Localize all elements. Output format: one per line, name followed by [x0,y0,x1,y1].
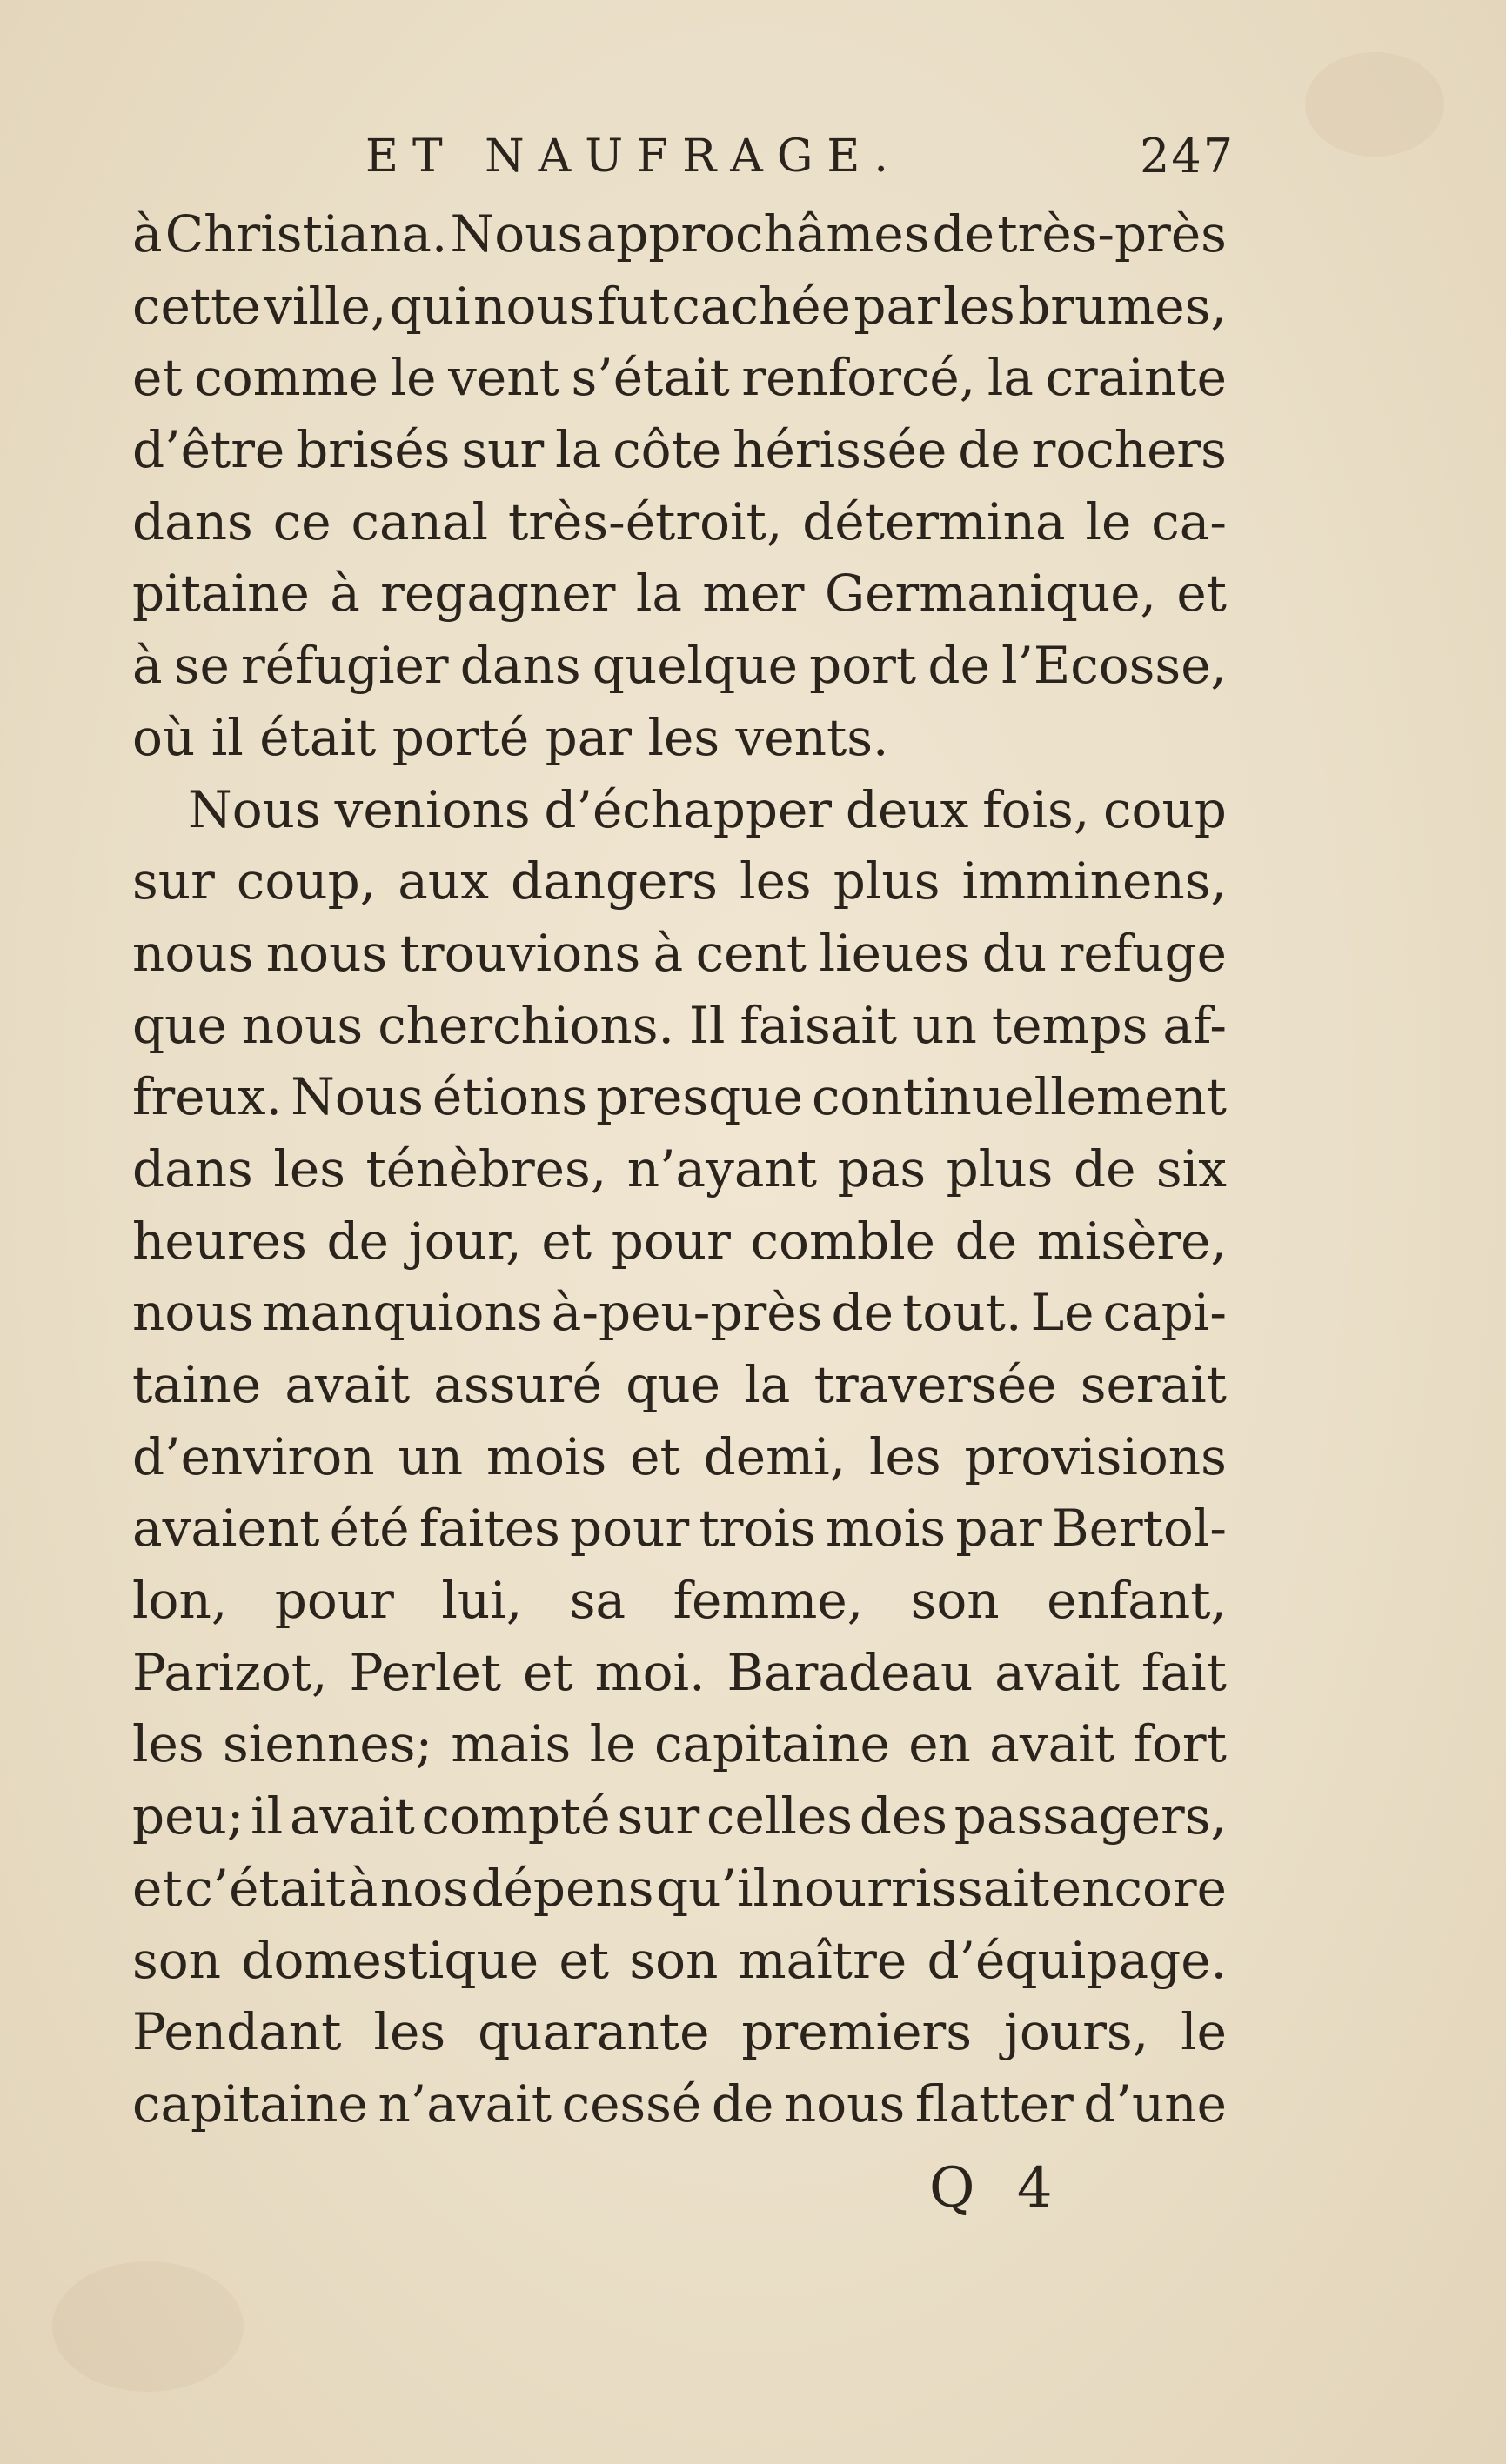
word: aux [398,851,489,911]
word: nous [132,1283,254,1343]
word: le [1181,2002,1227,2062]
word: Le [1030,1283,1094,1343]
word: assuré [433,1355,602,1414]
word: Nous [291,1067,424,1127]
word: l’Ecosse, [1001,636,1227,696]
word: Il [688,995,726,1055]
word: la [987,348,1034,408]
word: de [326,1211,389,1271]
word: et [1176,564,1227,624]
word: temps [991,995,1148,1055]
text-line [132,774,1227,846]
word: lon, [132,1571,228,1631]
word: peu; [132,1786,244,1846]
text-line [132,1205,1227,1278]
word: les [740,851,812,911]
word: venions [334,779,531,839]
text-line [132,1780,1227,1853]
text-line [132,1492,1227,1565]
word: regagner [380,564,616,624]
word: c’était [184,1858,346,1918]
word: trouvions [399,923,641,983]
word: enfant, [1047,1571,1227,1631]
text-line [132,1925,1227,1997]
word: taine [132,1355,262,1414]
word: manquions [262,1283,543,1343]
word: d’une [1083,2073,1227,2133]
word: af- [1162,995,1227,1055]
word: à [653,923,684,983]
word: n’avait [378,2073,552,2133]
word: Bertol- [1051,1499,1227,1559]
text-line [132,630,1227,702]
text-line [132,1853,1227,1925]
text-line [132,1349,1227,1421]
word: les [868,1426,941,1486]
word: plus [833,851,940,911]
word: fut [597,276,670,336]
word: un [912,995,977,1055]
text-line [132,1565,1227,1637]
word: encore [1051,1858,1227,1918]
word: presque [596,1067,803,1127]
word: comble [750,1211,935,1271]
word: traversée [813,1355,1057,1414]
text-line [132,1133,1227,1205]
word: très-près [997,204,1227,264]
word: avait [994,1642,1121,1702]
word: canal [351,491,489,551]
word: son [629,1930,719,1990]
word: les [273,1139,345,1199]
word: avait [989,1714,1115,1774]
word: qui [389,276,471,336]
word: pour [570,1499,690,1559]
text-line [132,414,1227,486]
word: et [541,1211,592,1271]
word: brisés [296,420,451,480]
word: cent [695,923,807,983]
word: refuge [1059,923,1227,983]
word: dans [132,491,253,551]
word: Nous [450,204,584,264]
word: par [853,276,940,336]
text-line [132,270,1227,343]
word: coup [1103,779,1227,839]
text-line [132,1061,1227,1133]
word: par [955,1499,1042,1559]
word: Christiana. [164,204,448,264]
word: cachée [672,276,851,336]
word: dépens [471,1858,654,1918]
word: d’être [132,420,285,480]
word: nous [473,276,595,336]
word: que [132,995,227,1055]
word: passagers, [954,1786,1227,1846]
text-line [132,1708,1227,1780]
word: très-étroit, [508,491,783,551]
word: la [635,564,682,624]
word: ce [272,491,331,551]
signature-mark: Q 4 [929,2156,1065,2220]
word: femme, [673,1571,864,1631]
word: avait [289,1786,415,1846]
word: continuellement [811,1067,1227,1127]
word: coup, [236,851,377,911]
word: capitaine [132,2073,368,2133]
word: des [859,1786,948,1846]
word: détermina [802,491,1066,551]
word: de [927,636,990,696]
word: dans [132,1139,253,1199]
text-line [132,1421,1227,1493]
word: réfugier [241,636,449,696]
word: tout. [902,1283,1022,1343]
page-number: 247 [1140,129,1235,184]
word: mois [486,1426,607,1486]
word: Nous [188,779,321,839]
word: celles [706,1786,853,1846]
word: que [626,1355,720,1414]
word: nourrissait [771,1858,1050,1918]
word: le [589,1714,636,1774]
word: pas [837,1139,927,1199]
word: hérissée [733,420,947,480]
word: de [932,204,995,264]
word: un [398,1426,464,1486]
word: provisions [964,1426,1227,1486]
word: imminens, [961,851,1227,911]
word: premiers [741,2002,972,2062]
word: trois [699,1499,816,1559]
word: domestique [241,1930,539,1990]
word: nous [241,995,364,1055]
word: n’ayant [626,1139,818,1199]
word: il [251,1786,284,1846]
word: d’équipage. [927,1930,1227,1990]
word: lieues [819,923,970,983]
text-line [132,486,1227,558]
word: et [132,1858,183,1918]
word: Baradeau [726,1642,974,1702]
word: crainte [1045,348,1227,408]
word: et [523,1642,573,1702]
word: qu’il [656,1858,770,1918]
word: d’échapper [544,779,833,839]
word: vent [448,348,559,408]
text-line: où il était porté par les vents. [132,707,889,767]
word: s’était [571,348,730,408]
word: jours, [1003,2002,1149,2062]
text-line [132,990,1227,1062]
word: sur [461,420,545,480]
word: ville, [264,276,387,336]
word: fort [1133,1714,1227,1774]
word: Perlet [349,1642,502,1702]
word: quarante [478,2002,710,2062]
word: pour [611,1211,731,1271]
word: nos [379,1858,469,1918]
text-line [132,918,1227,990]
word: les [943,276,1015,336]
word: de [831,1283,894,1343]
word: deux [845,779,969,839]
word: sur [617,1786,700,1846]
word: compté [421,1786,611,1846]
word: mois [825,1499,947,1559]
word: la [555,420,602,480]
word: fait [1141,1642,1227,1702]
word: dangers [510,851,718,911]
word: avaient [132,1499,320,1559]
word: capi- [1102,1283,1227,1343]
word: jour, [408,1211,522,1271]
word: sa [569,1571,626,1631]
word: lui, [441,1571,523,1631]
word: d’environ [132,1426,375,1486]
word: avait [284,1355,411,1414]
word: fois, [982,779,1090,839]
word: de [958,420,1021,480]
word: les [373,2002,446,2062]
word: cette [132,276,261,336]
word: la [744,1355,791,1414]
word: maître [738,1930,907,1990]
word: été [329,1499,410,1559]
word: se [173,636,230,696]
word: pour [274,1571,394,1631]
word: six [1155,1139,1227,1199]
word: misère, [1036,1211,1227,1271]
word: du [981,923,1048,983]
word: et [630,1426,680,1486]
word: mer [702,564,805,624]
word: cherchions. [378,995,674,1055]
word: son [132,1930,222,1990]
word: Pendant [132,2002,342,2062]
text-line [132,1996,1227,2068]
word: port [809,636,917,696]
word: à [132,636,163,696]
word: capitaine [653,1714,890,1774]
word: nous [265,923,388,983]
word: mais [451,1714,572,1774]
word: plus [946,1139,1054,1199]
body-text [132,198,1227,2140]
word: et [132,348,183,408]
word: nous [132,923,254,983]
word: ca- [1151,491,1227,551]
word: à [347,1858,378,1918]
text-line [132,2068,1227,2140]
word: pitaine [132,564,310,624]
word: demi, [703,1426,847,1486]
word: et [559,1930,610,1990]
word: à [132,204,163,264]
word: de [954,1211,1018,1271]
running-title: ET NAUFRAGE. [365,130,902,183]
word: à-peu-près [551,1283,823,1343]
text-line [132,1277,1227,1349]
word: heures [132,1211,307,1271]
word: renforcé, [741,348,976,408]
word: moi. [594,1642,706,1702]
word: sur [132,851,215,911]
word: flatter [914,2073,1074,2133]
word: dans [459,636,581,696]
paper-stain [1305,52,1444,157]
word: approchâmes [586,204,930,264]
word: de [1073,1139,1136,1199]
word: faites [418,1499,560,1559]
text-line [132,845,1227,918]
word: quelque [592,636,798,696]
word: en [908,1714,971,1774]
word: à [330,564,360,624]
word: les [132,1714,204,1774]
paper-stain [52,2261,244,2392]
word: rochers [1031,420,1227,480]
word: cessé [561,2073,702,2133]
word: son [910,1571,1000,1631]
word: le [390,348,437,408]
word: Parizot, [132,1642,328,1702]
text-line [132,558,1227,630]
text-line [132,342,1227,414]
word: comme [194,348,378,408]
word: Germanique, [824,564,1156,624]
word: nous [783,2073,906,2133]
word: ténèbres, [365,1139,607,1199]
word: siennes; [223,1714,433,1774]
word: de [711,2073,774,2133]
word: côte [612,420,722,480]
word: le [1085,491,1132,551]
word: étions [432,1067,588,1127]
word: brumes, [1018,276,1227,336]
word: freux. [132,1067,283,1127]
text-line [132,1637,1227,1709]
word: faisait [740,995,898,1055]
text-line [132,198,1227,270]
word: serait [1080,1355,1227,1414]
